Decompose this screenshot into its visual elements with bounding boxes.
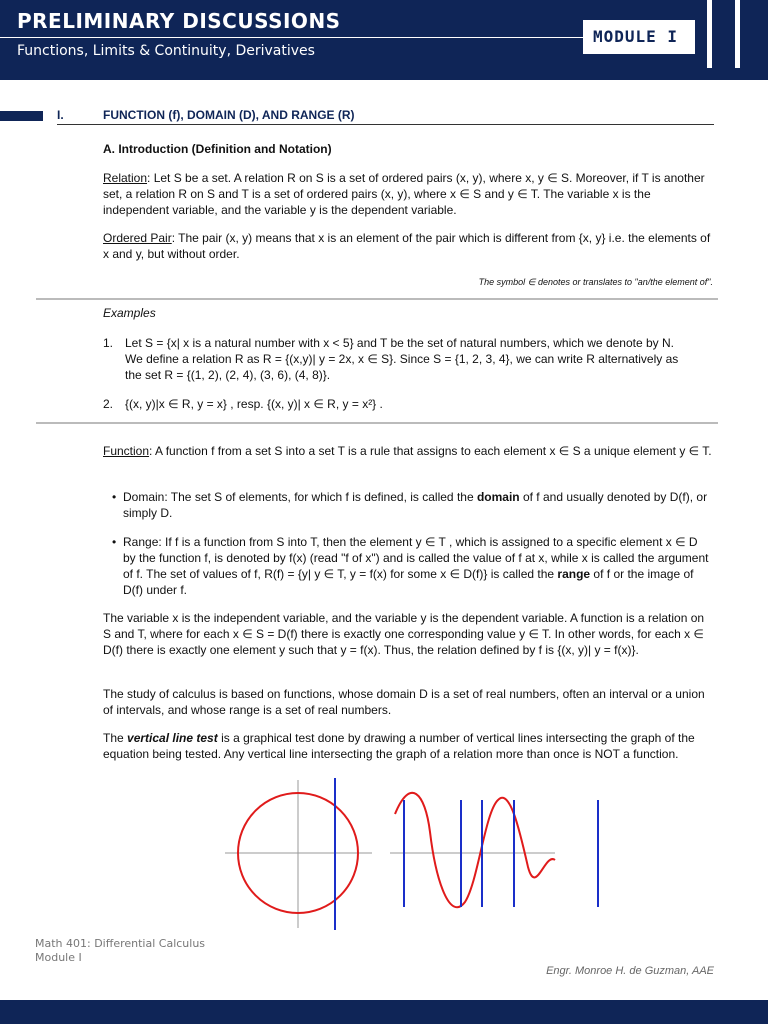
vlt-term: vertical line test (127, 731, 218, 745)
function-text: : A function f from a set S into a set T is a rule that assigns to each element x ∈ S a unique element y ∈ T. (149, 444, 712, 458)
ordered-pair-paragraph (103, 230, 713, 262)
divider (36, 422, 718, 424)
vertical-line-test-figure (0, 772, 768, 932)
domain-bullet (112, 489, 713, 521)
bullet-text: of f and usually denoted by D(f), or simply D. (123, 490, 708, 520)
footer-course: Math 401: Differential Calculus (35, 937, 206, 950)
ordered-pair-term: Ordered Pair (103, 231, 172, 245)
footer-module: Module I (35, 951, 82, 964)
decorative-stripe (735, 0, 740, 68)
bullet-text: Range: If f is a function from S into T, then the element y ∈ T , which is assigned to a specific element x ∈ D by the function f, is denoted by f(x) (read "f of x") and is called the value of f at x, while x is called the argument of f. The set of values of f, R(f) = {y| y ∈ T, y = f(x) for some x ∈ D(f)} is called the (123, 535, 709, 581)
ordered-pair-text: : The pair (x, y) means that x is an element of the pair which is different from {x, y} i.e. the elements of x and y, but without order. (103, 231, 711, 261)
bullet-bold: range (557, 567, 591, 581)
footer-author: Engr. Monroe H. de Guzman, AAE (546, 965, 714, 977)
example-number: 1. (103, 336, 114, 350)
relation-paragraph (103, 170, 713, 218)
example-line: {(x, y)|x ∈ R, y = x} , resp. {(x, y)| x ∈ R, y = x²} . (125, 397, 383, 411)
sine-graph (390, 793, 598, 907)
variable-paragraph: The variable x is the independent variable, and the variable y is the dependent variable. A function is a relation on S and T, where for each x ∈ S = D(f) there is exactly one corresponding value y ∈ T. In other words, for each x ∈ D(f) there is exactly one element y such that y = f(x). Thus, the relation defined by f is {(x, y)| y = f(x)}. (103, 611, 705, 657)
examples-heading: Examples (103, 306, 156, 320)
section-marker (0, 111, 43, 121)
example-line: We define a relation R as R = {(x,y)| y = 2x, x ∈ S}. Since S = {1, 2, 3, 4}, we can write R alternatively as (125, 352, 679, 366)
range-bullet (112, 534, 713, 598)
document-title: PRELIMINARY DISCUSSIONS (17, 9, 341, 33)
function-paragraph (103, 443, 713, 459)
section-number: I. (57, 108, 64, 122)
symbol-note: The symbol ∈ denotes or translates to "an/the element of". (478, 277, 713, 287)
example-line: Let S = {x| x is a natural number with x < 5} and T be the set of natural numbers, which we denote by N. (125, 336, 674, 350)
section-rule (57, 124, 714, 125)
vertical-line-paragraph (103, 730, 713, 762)
vlt-text: is a graphical test done by drawing a number of vertical lines intersecting the graph of the equation being tested. Any vertical line intersecting the graph of a relation more than once is NOT a function. (103, 731, 695, 761)
vlt-text: The (103, 731, 128, 745)
example-line: the set R = {(1, 2), (2, 4), (3, 6), (4, 8)}. (125, 368, 331, 382)
bullet-dot: • (112, 535, 117, 549)
bullet-dot: • (112, 490, 117, 504)
sine-curve (395, 793, 555, 907)
decorative-stripe (707, 0, 712, 68)
subsection-heading: A. Introduction (Definition and Notation) (103, 142, 332, 156)
relation-term: Relation (103, 171, 148, 185)
header-divider (0, 37, 585, 38)
document-subtitle: Functions, Limits & Continuity, Derivatives (17, 43, 315, 59)
relation-text: : Let S be a set. A relation R on S is a set of ordered pairs (x, y), where x, y ∈ S. Moreover, if T is another set, a relation R on S and T is a set of ordered pairs (x, y), where x ∈ S and y ∈ T. The variable x is the independent variable, and the variable y is the dependent variable. (103, 171, 705, 217)
module-badge (583, 20, 695, 54)
calculus-paragraph: The study of calculus is based on functions, whose domain D is a set of real numbers, often an interval or a union of intervals, and whose range is a set of real numbers. (103, 687, 705, 717)
circle-graph (225, 778, 372, 930)
example-item (103, 335, 713, 383)
section-title: FUNCTION (f), DOMAIN (D), AND RANGE (R) (103, 108, 355, 122)
footer-band (0, 1000, 768, 1024)
example-number: 2. (103, 397, 114, 411)
example-item (103, 396, 713, 412)
page-header (0, 0, 768, 80)
module-label: MODULE I (593, 27, 679, 46)
function-term: Function (103, 444, 150, 458)
bullet-text: of f or the image of D(f) under f. (123, 567, 694, 597)
bullet-text: Domain: The set S of elements, for which f is defined, is called the (123, 490, 477, 504)
divider (36, 298, 718, 300)
bullet-bold: domain (476, 490, 520, 504)
